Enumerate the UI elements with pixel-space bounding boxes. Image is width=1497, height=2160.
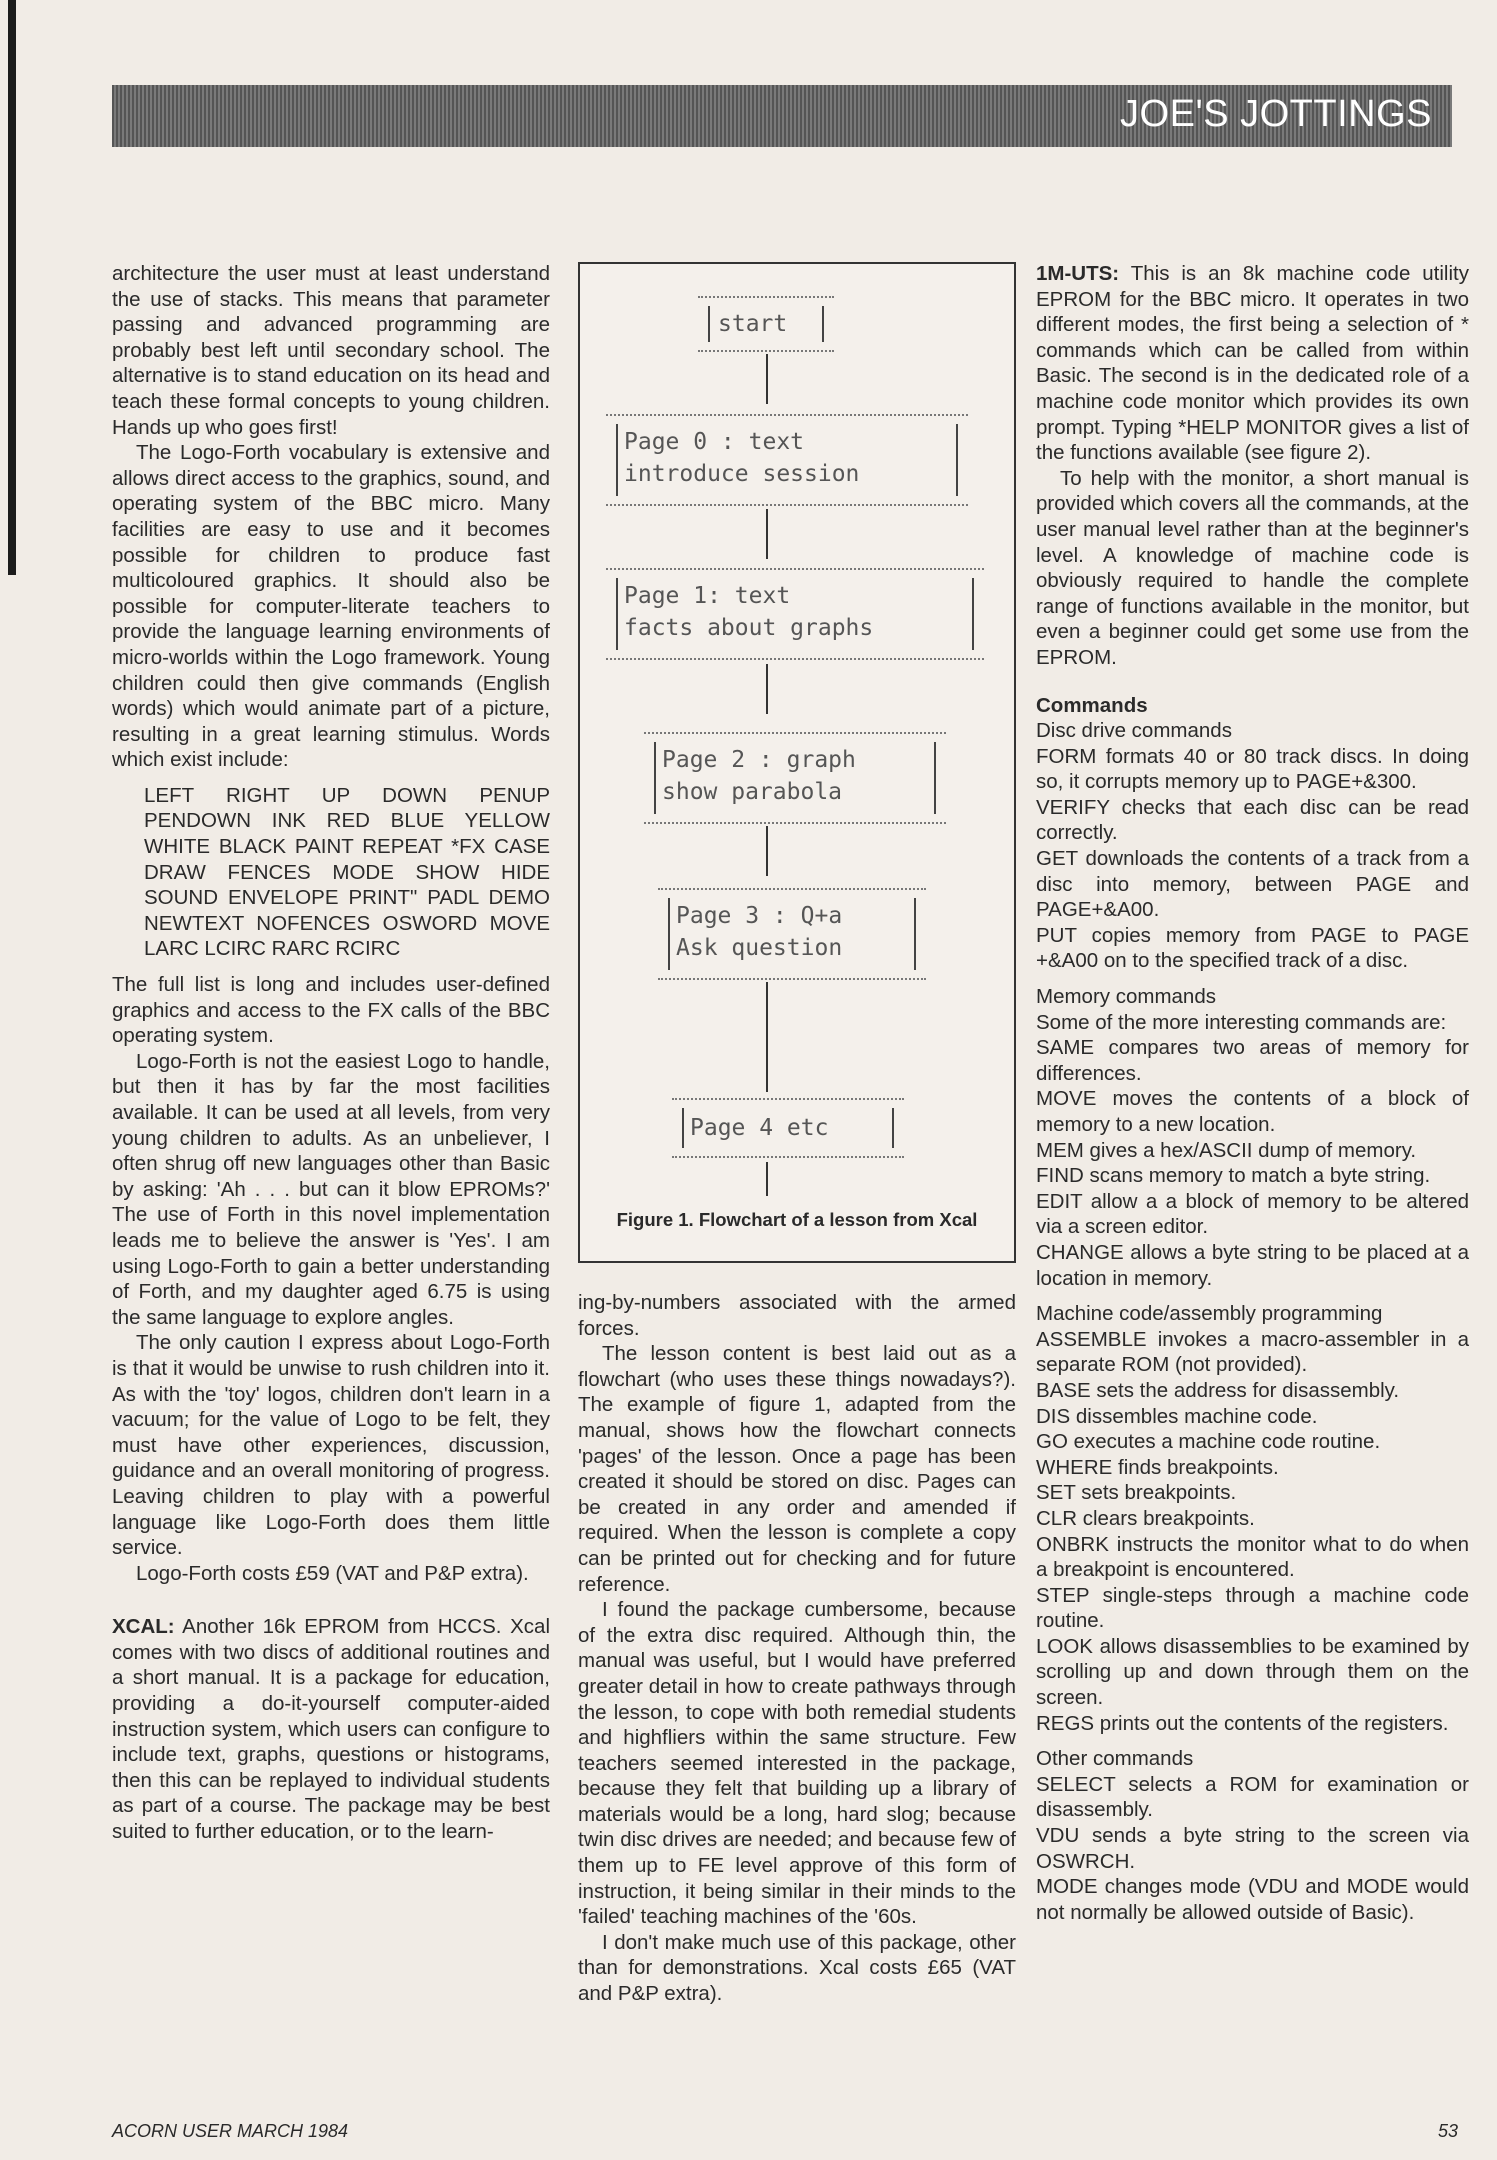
command-entry: SAME compares two areas of memory for differences. xyxy=(1036,1036,1469,1085)
flowchart-label: show parabola xyxy=(662,779,843,805)
footer-publication: ACORN USER MARCH 1984 xyxy=(112,2121,349,2141)
flowchart-label: facts about graphs xyxy=(624,615,874,641)
column-2 xyxy=(578,1290,1016,2007)
mu-section xyxy=(1036,261,1469,466)
command-entry: Some of the more interesting commands are: xyxy=(1036,1010,1447,1034)
command-entry: MOVE moves the contents of a block of memory to a new location. xyxy=(1036,1087,1469,1136)
subheading: Memory commands xyxy=(1036,985,1216,1009)
command-entry: ONBRK instructs the monitor what to do when a breakpoint is encountered. xyxy=(1036,1532,1469,1582)
flowchart-connector xyxy=(766,1162,768,1196)
flowchart-label: Page 1: text xyxy=(624,583,791,609)
paragraph: This is an 8k machine code utility EPROM for the BBC micro. It operates in two different modes, the first being a selection of * commands which can be called from within Basic. The second is in the dedicated role of a machine code monitor which provides its own prompt. Typing *HELP MONITOR gives a list of the functions available (see figure 2). xyxy=(1036,262,1469,465)
flowchart-label: Page 4 etc xyxy=(690,1115,829,1141)
command-entry: FIND scans memory to match a byte string. xyxy=(1036,1164,1431,1188)
paragraph: The only caution I express about Logo-Forth is that it would be unwise to rush children into it. As with the 'toy' logos, children don't learn in a vacuum; for the value of Logo to be felt, they must have other experiences, discussion, guidance and an overall monitoring of progress. Leaving children to play with a powerful language like Logo-Forth does them little service. xyxy=(112,1331,550,1560)
command-entry: STEP single-steps through a machine code routine. xyxy=(1036,1583,1469,1633)
paragraph: Logo-Forth costs £59 (VAT and P&P extra). xyxy=(136,1561,529,1585)
paragraph: ing-by-numbers associated with the armed forces. xyxy=(578,1291,1016,1340)
command-entry: PUT copies memory from PAGE to PAGE +&A00 on to the specified track of a disc. xyxy=(1036,923,1469,973)
flowchart-connector xyxy=(766,664,768,714)
flowchart-label: Page 0 : text xyxy=(624,429,805,455)
subheading: Machine code/assembly programming xyxy=(1036,1302,1383,1326)
commands-heading: Commands xyxy=(1036,693,1148,717)
command-entry: VDU sends a byte string to the screen via OSWRCH. xyxy=(1036,1824,1469,1873)
column-1 xyxy=(112,261,550,1845)
xcal-section xyxy=(112,1614,550,1844)
command-entry: FORM formats 40 or 80 track discs. In doing so, it corrupts memory up to PAGE+&300. xyxy=(1036,744,1469,794)
command-entry: ASSEMBLE invokes a macro-assembler in a separate ROM (not provided). xyxy=(1036,1327,1469,1377)
command-entry: BASE sets the address for disassembly. xyxy=(1036,1378,1400,1402)
flowchart-label: start xyxy=(718,311,788,337)
paragraph: Logo-Forth is not the easiest Logo to handle, but then it has by far the most facilities available. It can be used at all levels, from very young children to adults. As an unbeliever, I often shrug off new languages other than Basic by asking: 'Ah . . . but can it blow EPROMs?' The use of Forth in this novel implementation leads me to believe the answer is 'Yes'. I am using Logo-Forth to gain a better understanding of Forth, and my daughter aged 6.75 is using the same language to explore angles. xyxy=(112,1049,550,1329)
paragraph: Another 16k EPROM from HCCS. Xcal comes with two discs of additional routines and a short manual. It is a package for education, providing a do-it-yourself computer-aided instruction system, which users can configure to include text, graphs, questions or histograms, then this can be replayed to individual students as part of a course. The package may be best suited to further education, or to the learn- xyxy=(112,1615,550,1844)
paragraph: The full list is long and includes user-defined graphics and access to the FX calls of the BBC operating system. xyxy=(112,973,550,1048)
page-binding-edge xyxy=(8,0,16,575)
flowchart-connector xyxy=(766,826,768,876)
command-entry: MODE changes mode (VDU and MODE would not normally be allowed outside of Basic). xyxy=(1036,1875,1469,1924)
paragraph: The Logo-Forth vocabulary is extensive and allows direct access to the graphics, sound, and operating system of the BBC micro. Many facilities are easy to use and it becomes possible for children to produce fast multicoloured graphics. It should also be possible for computer-literate teachers to provide the language learning environments of micro-worlds within the Logo framework. Young children could then give commands (English words) which would animate part of a picture, resulting in a great learning stimulus. Words which exist include: xyxy=(112,441,550,772)
paragraph: I found the package cumbersome, because of the extra disc required. Although thin, the manual was useful, but I would have preferred greater detail in how to create pathways through the lesson, to cope with both remedial students and highfliers within the same structure. Few teachers seemed interested in the package, because they felt that building up a library of materials would be a long, hard slog; because twin disc drives are needed; and because few of them up to FE level approve of this form of instruction, it being similar in their minds to the 'failed' teaching machines of the '60s. xyxy=(578,1598,1016,1929)
paragraph: To help with the monitor, a short manual is provided which covers all the commands, at the user manual level rather than at the beginner's level. A knowledge of machine code is obviously required to handle the complete range of functions available in the monitor, but even a beginner could get some use from the EPROM. xyxy=(1036,466,1469,669)
header-band xyxy=(112,85,1452,147)
flowchart-label: Page 2 : graph xyxy=(662,747,856,773)
command-entry: CLR clears breakpoints. xyxy=(1036,1506,1255,1530)
page-title: JOE'S JOTTINGS xyxy=(1120,93,1432,135)
flowchart-connector xyxy=(766,509,768,559)
command-entry: VERIFY checks that each disc can be read correctly. xyxy=(1036,795,1469,845)
command-entry: SET sets breakpoints. xyxy=(1036,1481,1237,1505)
logo-command-list: LEFT RIGHT UP DOWN PENUP PENDOWN INK RED BLUE YELLOW WHITE BLACK PAINT REPEAT *FX CASE DRAW FENCES MODE SHOW HIDE SOUND ENVELOPE PRINT" PADL DEMO NEWTEXT NOFENCES OSWORD MOVE LARC LCIRC RARC RCIRC xyxy=(144,783,550,961)
command-entry: LOOK allows disassemblies to be examined by scrolling up and down through them on the screen. xyxy=(1036,1634,1469,1710)
figure-caption: Figure 1. Flowchart of a lesson from Xcal xyxy=(616,1209,978,1230)
command-entry: WHERE finds breakpoints. xyxy=(1036,1455,1279,1479)
command-entry: DIS dissembles machine code. xyxy=(1036,1404,1318,1428)
subheading: Other commands xyxy=(1036,1747,1194,1771)
command-entry: REGS prints out the contents of the registers. xyxy=(1036,1711,1449,1735)
command-entry: EDIT allow a a block of memory to be altered via a screen editor. xyxy=(1036,1189,1469,1239)
flowchart-connector xyxy=(766,354,768,404)
command-entry: SELECT selects a ROM for examination or disassembly. xyxy=(1036,1772,1469,1822)
command-entry: GO executes a machine code routine. xyxy=(1036,1430,1381,1454)
paragraph: I don't make much use of this package, other than for demonstrations. Xcal costs £65 (VAT and P&P extra). xyxy=(578,1930,1016,2006)
section-label: XCAL: xyxy=(112,1615,175,1639)
flowchart-label: Ask question xyxy=(676,935,843,961)
column-3 xyxy=(1036,261,1469,1925)
command-entry: CHANGE allows a byte string to be placed at a location in memory. xyxy=(1036,1240,1469,1290)
subheading: Disc drive commands xyxy=(1036,719,1232,743)
page-number: 53 xyxy=(1438,2121,1459,2141)
flowchart-label: Page 3 : Q+a xyxy=(676,903,843,929)
paragraph: architecture the user must at least understand the use of stacks. This means that parameter passing and advanced programming are probably best left until secondary school. The alternative is to stand education on its head and teach these formal concepts to young children. Hands up who goes first! xyxy=(112,262,550,439)
flowchart-connector xyxy=(766,982,768,1092)
command-entry: GET downloads the contents of a track from a disc into memory, between PAGE and PAGE+&A00. xyxy=(1036,847,1469,922)
command-entry: MEM gives a hex/ASCII dump of memory. xyxy=(1036,1138,1417,1162)
figure-1-flowchart xyxy=(578,262,1016,1263)
paragraph: The lesson content is best laid out as a flowchart (who uses these things nowadays?). The example of figure 1, adapted from the manual, shows how the flowchart connects 'pages' of the lesson. Once a page has been created it should be stored on disc. Pages can be created in any order and amended if required. When the lesson is complete a copy can be printed out for checking and for future reference. xyxy=(578,1342,1016,1596)
section-label: 1M-UTS: xyxy=(1036,262,1120,285)
flowchart-label: introduce session xyxy=(624,461,860,487)
